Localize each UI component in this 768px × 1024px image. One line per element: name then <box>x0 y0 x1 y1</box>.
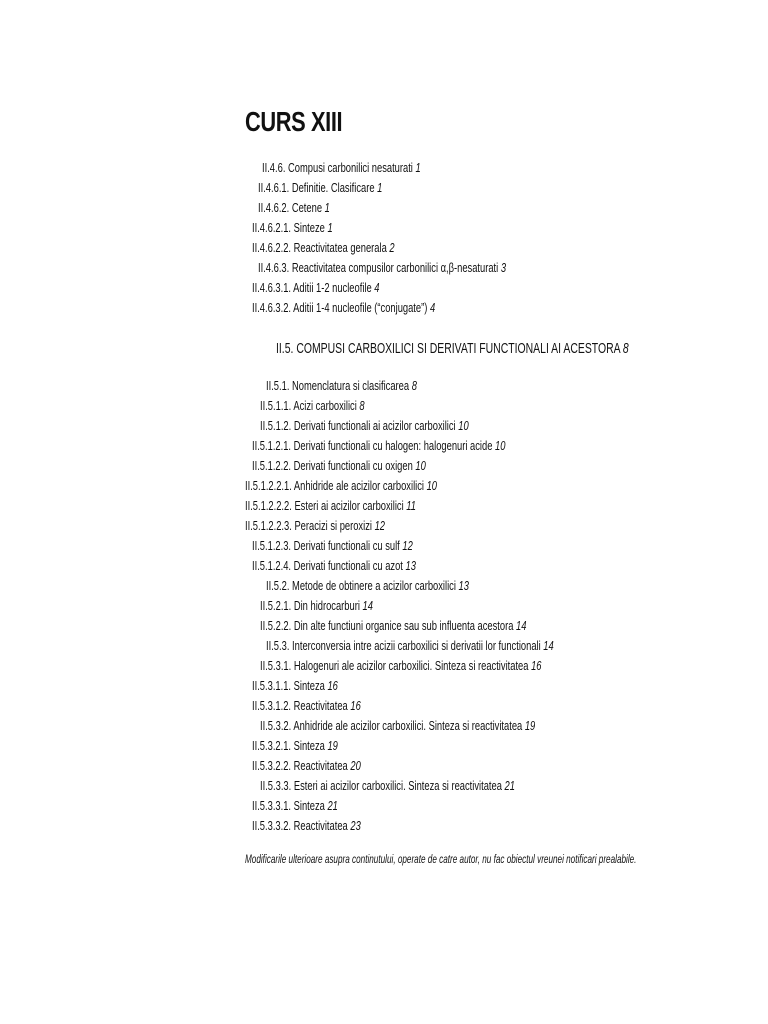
toc-entry <box>245 496 416 516</box>
toc-entry <box>252 556 416 576</box>
toc-entry-page: 10 <box>426 478 438 493</box>
toc-entry-title: Definitie. Clasificare <box>291 180 375 195</box>
toc-entry-title: Anhidride ale acizilor carboxilici. Sinteza si reactivitatea <box>293 718 523 733</box>
toc-entry-number: II.5.2. <box>266 578 290 593</box>
toc-entry-number: II.5.1.2.2.2. <box>245 498 292 513</box>
toc-entry-title: Cetene <box>291 200 323 215</box>
toc-entry <box>252 696 361 716</box>
toc-entry-title: Sinteze <box>293 220 325 235</box>
toc-entry-title: Din hidrocarburi <box>293 598 360 613</box>
toc-entry-title: Derivati functionali cu azot <box>293 558 403 573</box>
toc-entry-title: Derivati functionali cu oxigen <box>293 458 413 473</box>
toc-entry-number: II.4.6.3.2. <box>252 300 292 315</box>
toc-entry-number: II.4.6.2.2. <box>252 240 292 255</box>
toc-entry-page: 1 <box>327 220 333 235</box>
toc-entry <box>252 298 435 318</box>
toc-entry-title: Derivati functionali ai acizilor carboxilici <box>293 418 456 433</box>
toc-entry-number: II.4.6.2. <box>258 200 290 215</box>
toc-entry <box>252 736 338 756</box>
page-title: CURS XIII <box>245 106 343 137</box>
toc-entry-title: Aditii 1-2 nucleofile <box>293 280 372 295</box>
toc-entry-number: II.5.1.2.2.1. <box>245 478 292 493</box>
toc-entry <box>260 616 526 636</box>
toc-entry-page: 21 <box>327 798 338 813</box>
toc-entry-page: 1 <box>377 180 383 195</box>
toc-entry-title: Din alte functiuni organice sau sub influenta acestora <box>293 618 514 633</box>
toc-entry-page: 3 <box>500 260 507 275</box>
toc-entry-number: II.5.3.3. <box>260 778 292 793</box>
toc-entry-title: Metode de obtinere a acizilor carboxilici <box>292 578 456 593</box>
toc-entry-title: Derivati functionali cu halogen: halogenuri acide <box>293 438 493 453</box>
toc-entry <box>262 158 421 178</box>
toc-entry <box>252 238 395 258</box>
footnote: Modificarile ulterioare asupra continutului, operate de catre autor, nu fac obiectul vreunei notificari prealabile. <box>245 852 637 866</box>
toc-entry-page: 2 <box>389 240 395 255</box>
toc-entry <box>258 198 330 218</box>
section-heading <box>276 338 629 360</box>
toc-entry-title: Aditii 1-4 nucleofile (“conjugate”) <box>293 300 428 315</box>
toc-entry-number: II.5.3.2.2. <box>252 758 292 773</box>
toc-entry-number: II.4.6. <box>262 160 286 175</box>
toc-entry-page: 16 <box>350 698 361 713</box>
toc-entry <box>260 416 469 436</box>
toc-entry-number: II.5.1. <box>266 378 290 393</box>
toc-entry-number: II.5.2.1. <box>260 598 292 613</box>
toc-entry-title: Anhidride ale acizilor carboxilici <box>293 478 424 493</box>
toc-entry-title: Acizi carboxilici <box>293 398 357 413</box>
toc-entry-page: 23 <box>350 818 361 833</box>
toc-entry-number: II.4.6.3.1. <box>252 280 292 295</box>
toc-entry-page: 21 <box>504 778 515 793</box>
toc-entry-number: II.5.1.2.4. <box>252 558 292 573</box>
toc-entry-number: II.5.2.2. <box>260 618 292 633</box>
toc-entry-page: 10 <box>495 438 506 453</box>
toc-entry-number: II.5.3.2. <box>260 718 292 733</box>
toc-entry-page: 10 <box>458 418 469 433</box>
toc-entry-title: Compusi carbonilici nesaturati <box>288 160 413 175</box>
toc-entry-number: II.5.3.1.2. <box>252 698 292 713</box>
toc-entry-number: II.4.6.1. <box>258 180 290 195</box>
toc-entry <box>252 278 380 298</box>
toc-entry-number: II.5.3.1.1. <box>252 678 292 693</box>
toc-entry <box>260 596 373 616</box>
toc-entry-title: Halogenuri ale acizilor carboxilici. Sinteza si reactivitatea <box>293 658 529 673</box>
toc-entry-title: Derivati functionali cu sulf <box>293 538 400 553</box>
toc-entry-number: II.4.6.3. <box>258 260 290 275</box>
toc-entry-title: Reactivitatea <box>293 758 348 773</box>
toc-entry-page: 4 <box>374 280 380 295</box>
section-heading-number: II.5. <box>276 341 294 357</box>
toc-entry-number: II.5.1.2.2. <box>252 458 292 473</box>
toc-entry-page: 16 <box>531 658 542 673</box>
toc-entry-title: Sinteza <box>293 798 325 813</box>
toc-entry <box>260 716 535 736</box>
toc-entry <box>245 516 385 536</box>
toc-entry-page: 19 <box>524 718 536 733</box>
toc-entry <box>266 376 417 396</box>
toc-entry-number: II.5.3. <box>266 638 290 653</box>
toc-entry-title: Interconversia intre acizii carboxilici si derivatii lor functionali <box>292 638 541 653</box>
toc-entry-page: 13 <box>458 578 469 593</box>
toc-entry-page: 12 <box>402 538 413 553</box>
toc-entry-page: 16 <box>327 678 338 693</box>
toc-entry-page: 8 <box>359 398 365 413</box>
toc-entry-number: II.5.3.3.1. <box>252 798 292 813</box>
toc-entry <box>252 816 361 836</box>
toc-entry <box>252 218 333 238</box>
toc-entry-title: Reactivitatea generala <box>293 240 387 255</box>
toc-entry-number: II.5.1.2.1. <box>252 438 292 453</box>
section-heading-page: 8 <box>622 341 629 357</box>
toc-entry-page: 1 <box>324 200 330 215</box>
toc-entry <box>252 456 426 476</box>
toc-entry-title: Reactivitatea <box>293 818 348 833</box>
toc-entry <box>245 476 437 496</box>
toc-entry-number: II.5.3.2.1. <box>252 738 292 753</box>
toc-entry-page: 20 <box>350 758 361 773</box>
toc-entry-title: Sinteza <box>293 738 325 753</box>
toc-entry-title: Peracizi si peroxizi <box>294 518 372 533</box>
toc-entry-number: II.5.1.2.2.3. <box>245 518 292 533</box>
toc-entry-number: II.4.6.2.1. <box>252 220 292 235</box>
toc-entry-page: 14 <box>362 598 373 613</box>
toc-entry-page: 1 <box>415 160 421 175</box>
toc-entry-title: Reactivitatea <box>293 698 348 713</box>
toc-entry-number: II.5.3.3.2. <box>252 818 292 833</box>
toc-entry-title: Nomenclatura si clasificarea <box>292 378 410 393</box>
toc-entry-page: 14 <box>516 618 527 633</box>
toc-entry-page: 14 <box>543 638 554 653</box>
toc-entry-title: Sinteza <box>293 678 325 693</box>
toc-entry <box>252 676 338 696</box>
toc-entry <box>252 756 361 776</box>
toc-entry <box>252 536 413 556</box>
toc-entry-page: 13 <box>405 558 416 573</box>
toc-entry <box>266 636 554 656</box>
toc-entry-number: II.5.1.2.3. <box>252 538 292 553</box>
toc-entry <box>258 178 382 198</box>
toc-entry-number: II.5.1.1. <box>260 398 292 413</box>
toc-entry <box>260 396 365 416</box>
toc-entry-page: 8 <box>411 378 417 393</box>
toc-entry-number: II.5.1.2. <box>260 418 292 433</box>
toc-entry-page: 4 <box>429 300 436 315</box>
toc-entry-page: 11 <box>406 498 417 513</box>
toc-entry <box>258 258 506 278</box>
toc-entry-title: Esteri ai acizilor carboxilici <box>294 498 404 513</box>
toc-entry-title: Reactivitatea compusilor carbonilici α,β-nesaturati <box>291 260 499 275</box>
toc-entry <box>252 796 338 816</box>
toc-entry <box>260 776 515 796</box>
section-heading-text: COMPUSI CARBOXILICI SI DERIVATI FUNCTIONALI AI ACESTORA <box>296 341 621 357</box>
toc-entry-page: 19 <box>327 738 338 753</box>
toc-entry <box>260 656 541 676</box>
toc-entry-title: Esteri ai acizilor carboxilici. Sinteza si reactivitatea <box>293 778 502 793</box>
toc-entry <box>266 576 469 596</box>
toc-entry-page: 12 <box>374 518 385 533</box>
toc-entry <box>252 436 505 456</box>
toc-entry-number: II.5.3.1. <box>260 658 292 673</box>
toc-entry-page: 10 <box>415 458 426 473</box>
